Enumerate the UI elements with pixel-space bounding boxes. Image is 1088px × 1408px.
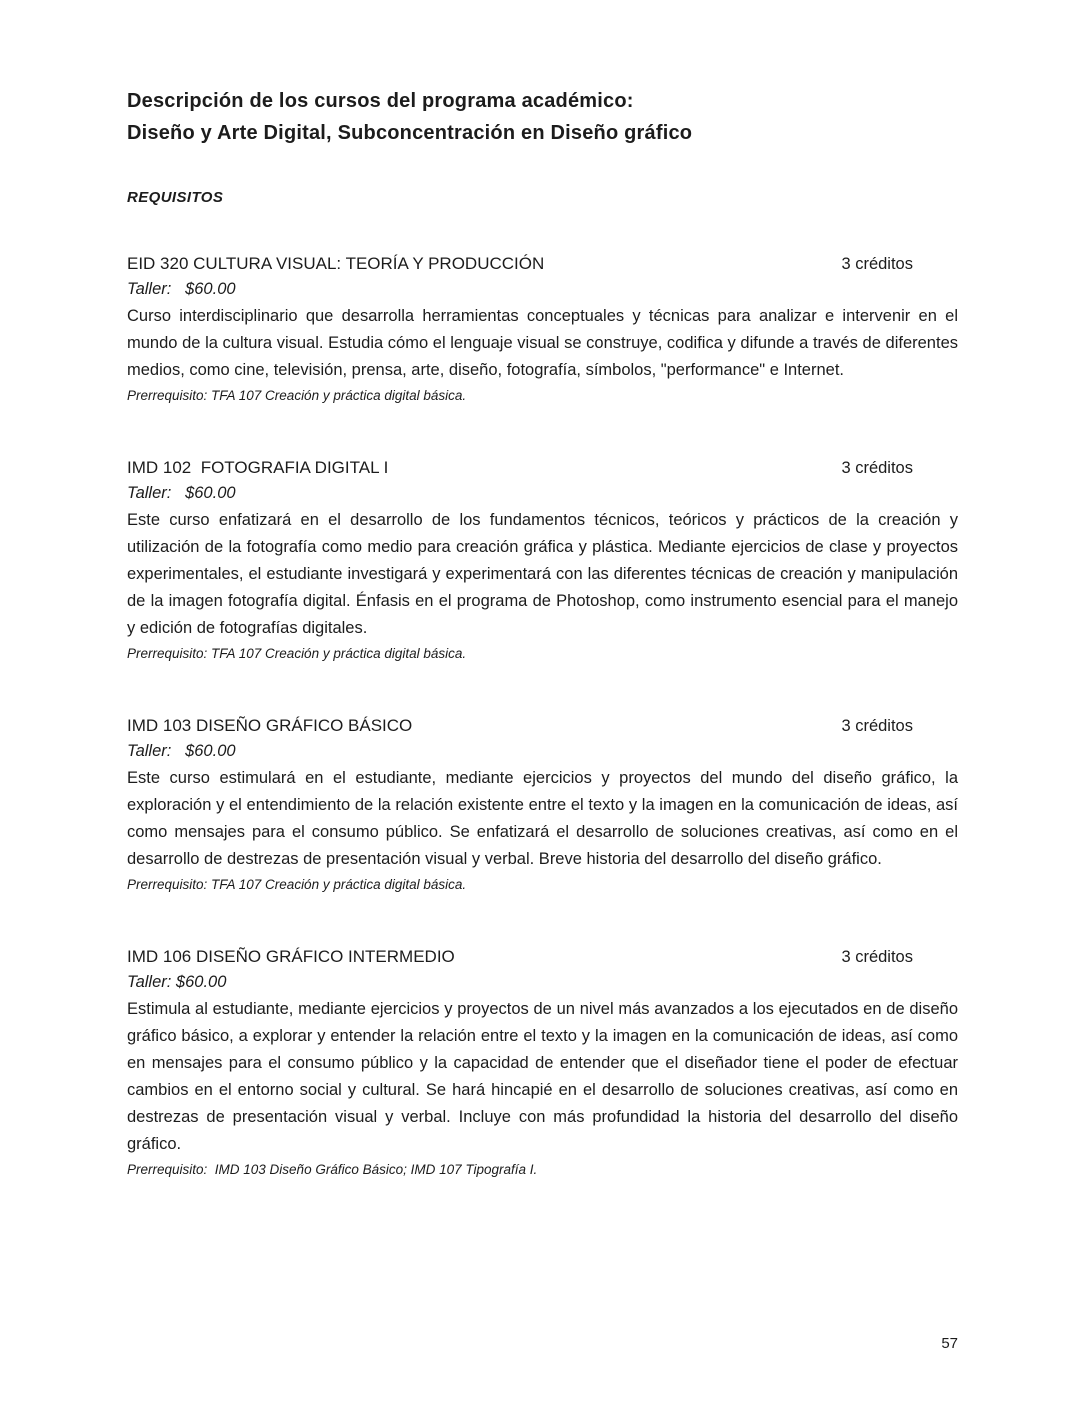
document-header (127, 85, 958, 206)
course-code-title: IMD 102 FOTOGRAFIA DIGITAL I (127, 458, 389, 477)
course-fee: Taller: $60.00 (127, 742, 236, 760)
course-entry-imd-103 (127, 714, 958, 895)
course-header (127, 714, 958, 738)
page-number: 57 (941, 1335, 958, 1352)
page-title-line-2: Diseño y Arte Digital, Subconcentración en Diseño gráfico (127, 122, 693, 144)
course-entry-imd-102 (127, 456, 958, 664)
course-entry-eid-320 (127, 252, 958, 406)
course-header (127, 945, 958, 969)
course-fee: Taller: $60.00 (127, 280, 236, 298)
course-prerequisite: Prerrequisito: TFA 107 Creación y práctica digital básica. (127, 388, 467, 403)
course-header (127, 456, 958, 480)
section-heading-requisitos: REQUISITOS (127, 189, 224, 206)
course-entry-imd-106 (127, 945, 958, 1180)
course-code-title: IMD 103 DISEÑO GRÁFICO BÁSICO (127, 716, 413, 735)
course-prerequisite: Prerrequisito: TFA 107 Creación y práctica digital básica. (127, 877, 467, 892)
page-title-line-1: Descripción de los cursos del programa académico: (127, 90, 634, 112)
course-list (127, 252, 958, 1180)
course-description: Curso interdisciplinario que desarrolla herramientas conceptuales y técnicas para analizar e intervenir en el mundo de la cultura visual. Estudia cómo el lenguaje visual se construye, codifica y difunde a través de diferentes medios, como cine, televisión, prensa, arte, diseño, fotografía, símbolos, "performance" e Internet. (127, 307, 958, 379)
course-credits: 3 créditos (841, 948, 913, 966)
course-credits: 3 créditos (841, 459, 913, 477)
course-description: Este curso enfatizará en el desarrollo de los fundamentos técnicos, teóricos y prácticos de la creación y utilización de la fotografía como medio para creación gráfica y plástica. Mediante ejercicios de clase y proyectos experimentales, el estudiante investigará y experimentará con las diferentes técnicas de creación y manipulación de la imagen fotografía digital. Énfasis en el programa de Photoshop, como instrumento esencial para el manejo y edición de fotografías digitales. (127, 511, 958, 637)
course-code-title: IMD 106 DISEÑO GRÁFICO INTERMEDIO (127, 947, 455, 966)
course-credits: 3 créditos (841, 717, 913, 735)
course-code-title: EID 320 CULTURA VISUAL: TEORÍA Y PRODUCCIÓN (127, 254, 545, 273)
course-prerequisite: Prerrequisito: TFA 107 Creación y práctica digital básica. (127, 646, 467, 661)
course-description: Este curso estimulará en el estudiante, mediante ejercicios y proyectos del mundo del diseño gráfico, la exploración y el entendimiento de la relación existente entre el texto y la imagen en la comunicación de ideas, así como mensajes para el consumo público. Se enfatizará el desarrollo de soluciones creativas, así como en el desarrollo de destrezas de presentación visual y verbal. Breve historia del desarrollo del diseño gráfico. (127, 769, 958, 868)
course-fee: Taller: $60.00 (127, 484, 236, 502)
page-title (127, 85, 958, 149)
course-fee: Taller: $60.00 (127, 973, 227, 991)
course-description: Estimula al estudiante, mediante ejercicios y proyectos de un nivel más avanzados a los ejecutados en de diseño gráfico básico, a explorar y entender la relación entre el texto y la imagen en la comunicación de ideas, así como en mensajes para el consumo público y la capacidad de entender que el diseñador tiene el poder de efectuar cambios en el entorno social y cultural. Se hará hincapié en el desarrollo de soluciones creativas, así como en destrezas de presentación visual y verbal. Incluye con más profundidad la historia del desarrollo del diseño gráfico. (127, 1000, 958, 1153)
course-credits: 3 créditos (841, 255, 913, 273)
course-header (127, 252, 958, 276)
course-prerequisite: Prerrequisito: IMD 103 Diseño Gráfico Básico; IMD 107 Tipografía I. (127, 1162, 538, 1177)
